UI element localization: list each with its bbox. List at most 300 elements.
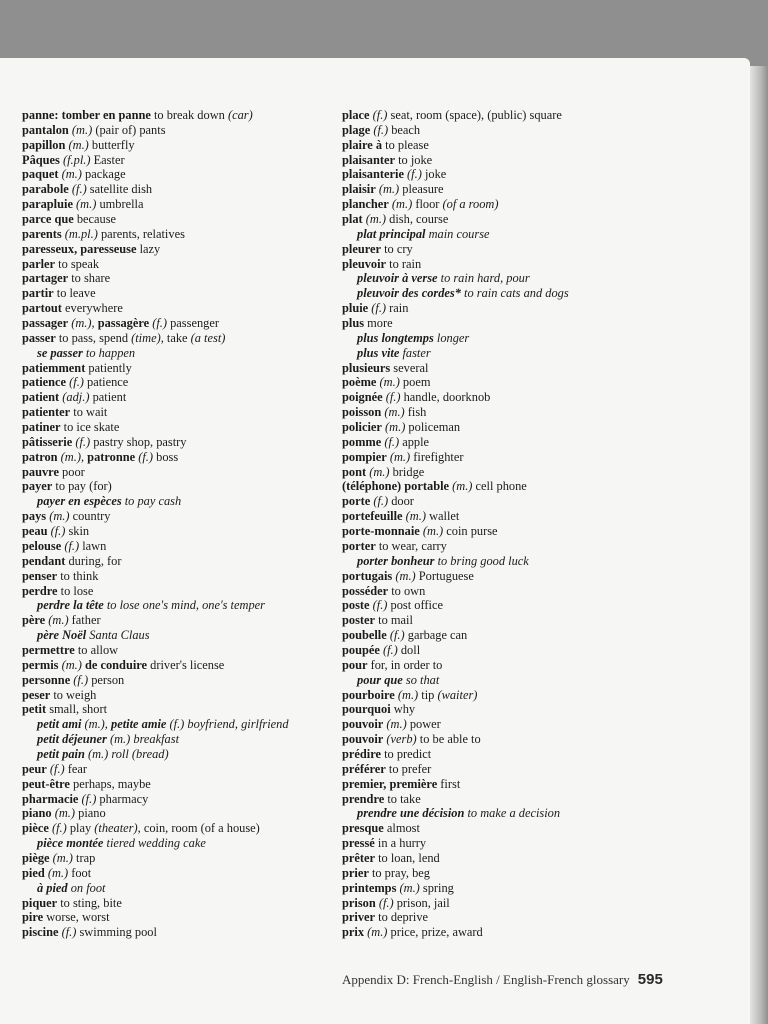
entry-gr: (f.): [379, 642, 398, 657]
entry-tr: to pass, spend: [55, 330, 132, 345]
entry-hw: pressé: [342, 836, 375, 851]
entry-exm: tiered wedding cake: [103, 836, 206, 851]
entry-tr: in a hurry: [374, 836, 427, 851]
glossary-entry: [22, 643, 289, 658]
entry-gr: (m.): [386, 449, 411, 464]
entry-exm: to happen: [82, 345, 136, 360]
glossary-entry: [22, 792, 289, 807]
entry-hw: plusieurs: [342, 360, 391, 375]
glossary-entry: [22, 910, 289, 925]
entry-ex: petit déjeuner: [37, 732, 107, 747]
entry-exm: to rain cats and dogs: [460, 286, 569, 301]
entry-gr: (f.): [382, 390, 401, 405]
glossary-column-left: [22, 108, 289, 940]
entry-tr: lazy: [136, 241, 161, 256]
entry-tr: to speak: [55, 256, 100, 271]
entry-ex: prendre une décision: [357, 806, 465, 821]
entry-hw: patience: [22, 375, 67, 390]
glossary-entry: [342, 643, 569, 658]
entry-tr: dish, course: [386, 212, 449, 227]
glossary-subentry: [22, 598, 289, 613]
entry-hw: penser: [22, 568, 58, 583]
entry-hw: préférer: [342, 761, 386, 776]
entry-hw: partager: [22, 271, 69, 286]
glossary-entry: [22, 479, 289, 494]
entry-hw: portefeuille: [342, 509, 403, 524]
entry-ex: plus longtemps: [357, 330, 434, 345]
entry-hw: paquet: [22, 167, 59, 182]
entry-gr: (f.): [66, 375, 84, 390]
glossary-entry: [342, 821, 569, 836]
entry-tr: patient: [89, 390, 127, 405]
entry-gr: (m.): [383, 717, 407, 732]
glossary-entry: [342, 881, 569, 896]
entry-gr: (m.): [51, 806, 76, 821]
glossary-entry: [342, 747, 569, 762]
entry-ex: à pied: [37, 880, 68, 895]
glossary-entry: [342, 494, 569, 509]
entry-hw: pont: [342, 464, 367, 479]
entry-gr: (m.),: [68, 316, 98, 331]
entry-hw: portugais: [342, 568, 393, 583]
glossary-entry: [22, 673, 289, 688]
entry-hw: peser: [22, 687, 51, 702]
entry-gr: (m.): [58, 167, 82, 182]
entry-hw: pluie: [342, 301, 369, 316]
glossary-entry: [22, 450, 289, 465]
entry-tr: pharmacy: [96, 791, 149, 806]
glossary-entry: [22, 688, 289, 703]
entry-gr: (m.): [362, 212, 387, 227]
entry-hw: plat: [342, 212, 363, 227]
entry-tr: several: [390, 360, 429, 375]
glossary-entry: [342, 792, 569, 807]
entry-tr: worse, worst: [43, 910, 110, 925]
glossary-entry: [342, 361, 569, 376]
glossary-entry: [342, 450, 569, 465]
entry-hw: perdre: [22, 583, 58, 598]
entry-ex: pièce montée: [37, 836, 104, 851]
entry-tr: boss: [153, 449, 179, 464]
glossary-entry: [342, 925, 569, 940]
glossary-entry: [22, 375, 289, 390]
entry-gr: (m.): [381, 420, 406, 435]
entry-note: (time): [131, 330, 161, 345]
entry-ex: petit ami: [37, 717, 82, 732]
entry-hw: pantalon: [22, 122, 69, 137]
glossary-entry: [342, 153, 569, 168]
entry-tr: to weigh: [50, 687, 97, 702]
entry-tr: to ice skate: [60, 420, 120, 435]
glossary-entry: [22, 301, 289, 316]
entry-gr: (f.): [46, 761, 65, 776]
entry-tr: policeman: [405, 420, 461, 435]
entry-gr: (f.): [403, 167, 422, 182]
entry-exm: to pay cash: [121, 494, 182, 509]
glossary-subentry: [22, 494, 289, 509]
entry-tr: to mail: [375, 613, 413, 628]
glossary-column-right: [342, 108, 569, 940]
entry-tr: joke: [421, 167, 447, 182]
entry-tr: passenger: [167, 316, 219, 331]
glossary-entry: [22, 331, 289, 346]
entry-gr: (m.): [65, 137, 89, 152]
entry-tr: satellite dish: [86, 182, 153, 197]
page-footer: [342, 971, 663, 988]
glossary-subentry: [342, 346, 569, 361]
entry-hw: plaisir: [342, 182, 376, 197]
entry-hw: poubelle: [342, 628, 387, 643]
entry-tr: cell phone: [472, 479, 527, 494]
glossary-entry: [22, 539, 289, 554]
glossary-subentry: [22, 732, 289, 747]
entry-hw: passer: [22, 330, 56, 345]
entry-gr: (f.): [78, 791, 97, 806]
entry-ex: porter bonheur: [357, 553, 435, 568]
entry-tr: rain: [386, 301, 409, 316]
entry-ex: plus vite: [357, 345, 400, 360]
entry-tr: to wait: [70, 405, 108, 420]
entry-gr: (m.): [72, 197, 97, 212]
glossary-entry: [342, 658, 569, 673]
entry-tr: prison, jail: [393, 895, 450, 910]
entry-hw: posséder: [342, 583, 389, 598]
entry-hw: porter: [342, 538, 376, 553]
entry-tr: apple: [399, 434, 430, 449]
entry-tr: play: [66, 821, 95, 836]
glossary-subentry: [342, 227, 569, 242]
entry-hw: papillon: [22, 137, 66, 152]
glossary-entry: [22, 271, 289, 286]
footer-title: Appendix D: French-English / English-French glossary: [342, 972, 630, 987]
entry-tr: to own: [388, 583, 426, 598]
entry-tr: coin purse: [443, 524, 498, 539]
entry-exm: (m.) roll (bread): [84, 746, 169, 761]
glossary-entry: [342, 435, 569, 450]
entry-hw: pomme: [342, 434, 382, 449]
entry-hw: prédire: [342, 746, 381, 761]
entry-tr: price, prize, award: [387, 925, 483, 940]
glossary-entry: [342, 479, 569, 494]
glossary-entry: [342, 509, 569, 524]
glossary-entry: [342, 257, 569, 272]
glossary-entry: [342, 910, 569, 925]
entry-gr: (m.): [376, 375, 400, 390]
entry-hw: patienter: [22, 405, 71, 420]
entry-gr: (m.): [49, 850, 73, 865]
entry-gr: (f.): [381, 434, 400, 449]
entry-gr: (verb): [383, 732, 417, 747]
glossary-entry: [342, 375, 569, 390]
glossary-entry: [342, 138, 569, 153]
entry-tr: to take: [384, 791, 421, 806]
entry-hw: prier: [342, 865, 369, 880]
entry-hw: prison: [342, 895, 376, 910]
entry-hw: prendre: [342, 791, 385, 806]
entry-ex: pour que: [357, 672, 403, 687]
entry-hw2: passagère: [97, 316, 150, 331]
glossary-entry: [342, 108, 569, 123]
entry-gr: (m.): [45, 613, 69, 628]
entry-hw: pharmacie: [22, 791, 79, 806]
entry-tr: seat, room (space), (public) square: [387, 108, 562, 122]
entry-hw: peut-être: [22, 776, 70, 791]
entry-exm: to lose one's mind, one's temper: [103, 598, 265, 613]
glossary-page: [0, 58, 750, 1024]
glossary-entry: [342, 702, 569, 717]
entry-hw: pouvoir: [342, 717, 384, 732]
glossary-entry: [342, 569, 569, 584]
glossary-entry: [342, 197, 569, 212]
entry-gr: (m.): [46, 509, 70, 524]
entry-tr: to deprive: [375, 910, 429, 925]
glossary-subentry: [342, 271, 569, 286]
entry-hw: poupée: [342, 642, 380, 657]
entry-hw: plancher: [342, 197, 389, 212]
glossary-entry: [22, 138, 289, 153]
glossary-entry: [22, 554, 289, 569]
entry-gr: (f.): [368, 301, 387, 316]
glossary-entry: [22, 866, 289, 881]
entry-hw: peau: [22, 524, 48, 539]
entry-tr: to leave: [53, 286, 96, 301]
glossary-entry: [22, 762, 289, 777]
entry-gr: (f.): [369, 598, 388, 613]
glossary-entry: [342, 301, 569, 316]
entry-tr: country: [69, 509, 111, 524]
entry-tr: to think: [57, 568, 99, 583]
entry-tr2: , coin, room (of a house): [137, 821, 260, 836]
glossary-entry: [22, 509, 289, 524]
entry-hw: prix: [342, 925, 365, 940]
entry-tr: spring: [419, 880, 454, 895]
entry-gr: (f.pl.): [59, 152, 91, 167]
entry-tr: to lose: [57, 583, 94, 598]
glossary-entry: [342, 539, 569, 554]
entry-tr: (pair of) pants: [92, 122, 166, 137]
glossary-subentry: [22, 836, 289, 851]
entry-tr: why: [390, 702, 416, 717]
entry-tr: pastry shop, pastry: [90, 434, 187, 449]
entry-hw: piscine: [22, 925, 59, 940]
entry-tr: to rain: [386, 256, 422, 271]
glossary-entry: [22, 702, 289, 717]
glossary-entry: [342, 688, 569, 703]
entry-hw: personne: [22, 672, 71, 687]
entry-hw: pendant: [22, 553, 66, 568]
glossary-entry: [342, 212, 569, 227]
glossary-entry: [22, 777, 289, 792]
entry-hw: piano: [22, 806, 52, 821]
entry-hw: poste: [342, 598, 370, 613]
entry-hw: parabole: [22, 182, 69, 197]
glossary-entry: [342, 584, 569, 599]
glossary-entry: [342, 316, 569, 331]
glossary-entry: [22, 123, 289, 138]
entry-ex: pleuvoir à verse: [357, 271, 438, 286]
entry-tr: to pay (for): [52, 479, 112, 494]
entry-tr: to break down: [150, 108, 228, 122]
entry-tr: power: [406, 717, 441, 732]
glossary-entry: [22, 658, 289, 673]
entry-ex: plat principal: [357, 226, 426, 241]
entry-hw: partout: [22, 301, 62, 316]
entry-tr: foot: [68, 865, 92, 880]
entry-gr2: (f.): [149, 316, 168, 331]
glossary-subentry: [342, 673, 569, 688]
entry-gr2: (f.): [135, 449, 154, 464]
entry-tr: almost: [383, 821, 420, 836]
entry-gr: (f.): [370, 122, 389, 137]
entry-tr: tip: [418, 687, 438, 702]
entry-tr: everywhere: [61, 301, 123, 316]
glossary-entry: [342, 242, 569, 257]
entry-gr: (m.): [449, 479, 473, 494]
entry-exm: (m.) breakfast: [106, 732, 180, 747]
glossary-entry: [342, 598, 569, 613]
entry-tr: to share: [68, 271, 111, 286]
glossary-entry: [342, 123, 569, 138]
entry-hw: parce que: [22, 212, 74, 227]
glossary-entry: [22, 182, 289, 197]
glossary-subentry: [342, 331, 569, 346]
glossary-subentry: [342, 806, 569, 821]
entry-hw: père: [22, 613, 46, 628]
entry-gr: (f.): [58, 925, 77, 940]
entry-hw2: patronne: [87, 449, 136, 464]
glossary-entry: [342, 613, 569, 628]
entry-tr: father: [68, 613, 101, 628]
glossary-entry: [22, 896, 289, 911]
entry-tr: lawn: [79, 538, 107, 553]
entry-hw: pelouse: [22, 538, 62, 553]
glossary-entry: [342, 390, 569, 405]
entry-exm: to make a decision: [464, 806, 561, 821]
entry-gr: (f.): [68, 182, 87, 197]
entry-tr: poem: [399, 375, 431, 390]
entry-hw: presque: [342, 821, 384, 836]
glossary-entry: [22, 108, 289, 123]
glossary-entry: [342, 717, 569, 732]
entry-gr: (m.): [394, 687, 419, 702]
entry-gr: (f.): [72, 434, 91, 449]
glossary-entry: [22, 465, 289, 480]
entry-hw: petit: [22, 702, 47, 717]
entry-note: (car): [227, 108, 253, 122]
entry-hw: passager: [22, 316, 69, 331]
entry-gr: (m.): [419, 524, 444, 539]
glossary-entry: [342, 732, 569, 747]
entry-tr: for, in order to: [367, 657, 443, 672]
glossary-entry: [22, 390, 289, 405]
entry-gr: (m.): [366, 464, 390, 479]
entry-hw: patiemment: [22, 360, 86, 375]
entry-tr: driver's license: [147, 657, 225, 672]
entry-tr: to pray, beg: [368, 865, 430, 880]
entry-ex2: petite amie: [111, 717, 167, 732]
entry-tr: poor: [58, 464, 85, 479]
entry-tr: post office: [387, 598, 443, 613]
glossary-subentry: [22, 346, 289, 361]
glossary-entry: [22, 167, 289, 182]
entry-gr: (m.): [402, 509, 426, 524]
entry-exm: faster: [399, 345, 431, 360]
entry-hw: pied: [22, 865, 45, 880]
entry-tr: floor: [412, 197, 443, 212]
entry-tr: small, short: [46, 702, 108, 717]
glossary-entry: [22, 286, 289, 301]
entry-hw: plaisanter: [342, 152, 396, 167]
entry-hw: parents: [22, 226, 62, 241]
entry-hw: (téléphone) portable: [342, 479, 450, 494]
entry-hw: parapluie: [22, 197, 73, 212]
entry-hw: pauvre: [22, 464, 59, 479]
entry-exm: on foot: [67, 880, 106, 895]
entry-gr: (m.): [396, 880, 420, 895]
entry-tr: wallet: [425, 509, 460, 524]
entry-tr: during, for: [65, 553, 122, 568]
entry-tr: patiently: [85, 360, 132, 375]
entry-tr: patience: [83, 375, 129, 390]
entry-hw: pays: [22, 509, 47, 524]
entry-gr: (m.): [381, 405, 405, 420]
entry-hw: plus: [342, 316, 365, 331]
entry-tr: to please: [382, 137, 429, 152]
entry-ex: se passer: [37, 345, 83, 360]
entry-hw: plaisanterie: [342, 167, 404, 182]
glossary-subentry: [22, 747, 289, 762]
glossary-entry: [22, 197, 289, 212]
glossary-entry: [22, 569, 289, 584]
glossary-entry: [22, 420, 289, 435]
entry-hw: plage: [342, 122, 371, 137]
glossary-subentry: [22, 881, 289, 896]
glossary-entry: [342, 524, 569, 539]
entry-hw2: de conduire: [84, 657, 148, 672]
entry-gr: (f.): [386, 628, 405, 643]
entry-tr: to be able to: [416, 732, 481, 747]
entry-note: (waiter): [437, 687, 478, 702]
entry-tr: Portuguese: [415, 568, 474, 583]
entry-hw: permettre: [22, 642, 75, 657]
glossary-entry: [342, 405, 569, 420]
entry-tr: trap: [72, 850, 96, 865]
entry-hw: pour: [342, 657, 368, 672]
entry-gr: (f.): [48, 821, 67, 836]
entry-tr: to joke: [395, 152, 433, 167]
glossary-entry: [342, 851, 569, 866]
entry-tr: to sting, bite: [57, 895, 122, 910]
glossary-entry: [342, 836, 569, 851]
glossary-subentry: [22, 628, 289, 643]
entry-tr: piano: [75, 806, 106, 821]
entry-hw: policier: [342, 420, 382, 435]
glossary-entry: [22, 821, 289, 836]
entry-hw: pâtisserie: [22, 434, 73, 449]
entry-exm2: (f.) boyfriend, girlfriend: [166, 717, 289, 732]
entry-hw: poème: [342, 375, 377, 390]
entry-gr: (f.): [70, 672, 89, 687]
entry-tr: beach: [388, 122, 421, 137]
entry-tr: because: [73, 212, 117, 227]
entry-gr: (m.): [58, 657, 85, 672]
glossary-entry: [22, 153, 289, 168]
page-number: 595: [637, 971, 663, 988]
entry-exm: (m.),: [81, 717, 111, 732]
entry-tr: Easter: [90, 152, 125, 167]
entry-gr: (m.): [364, 925, 388, 940]
glossary-entry: [22, 806, 289, 821]
